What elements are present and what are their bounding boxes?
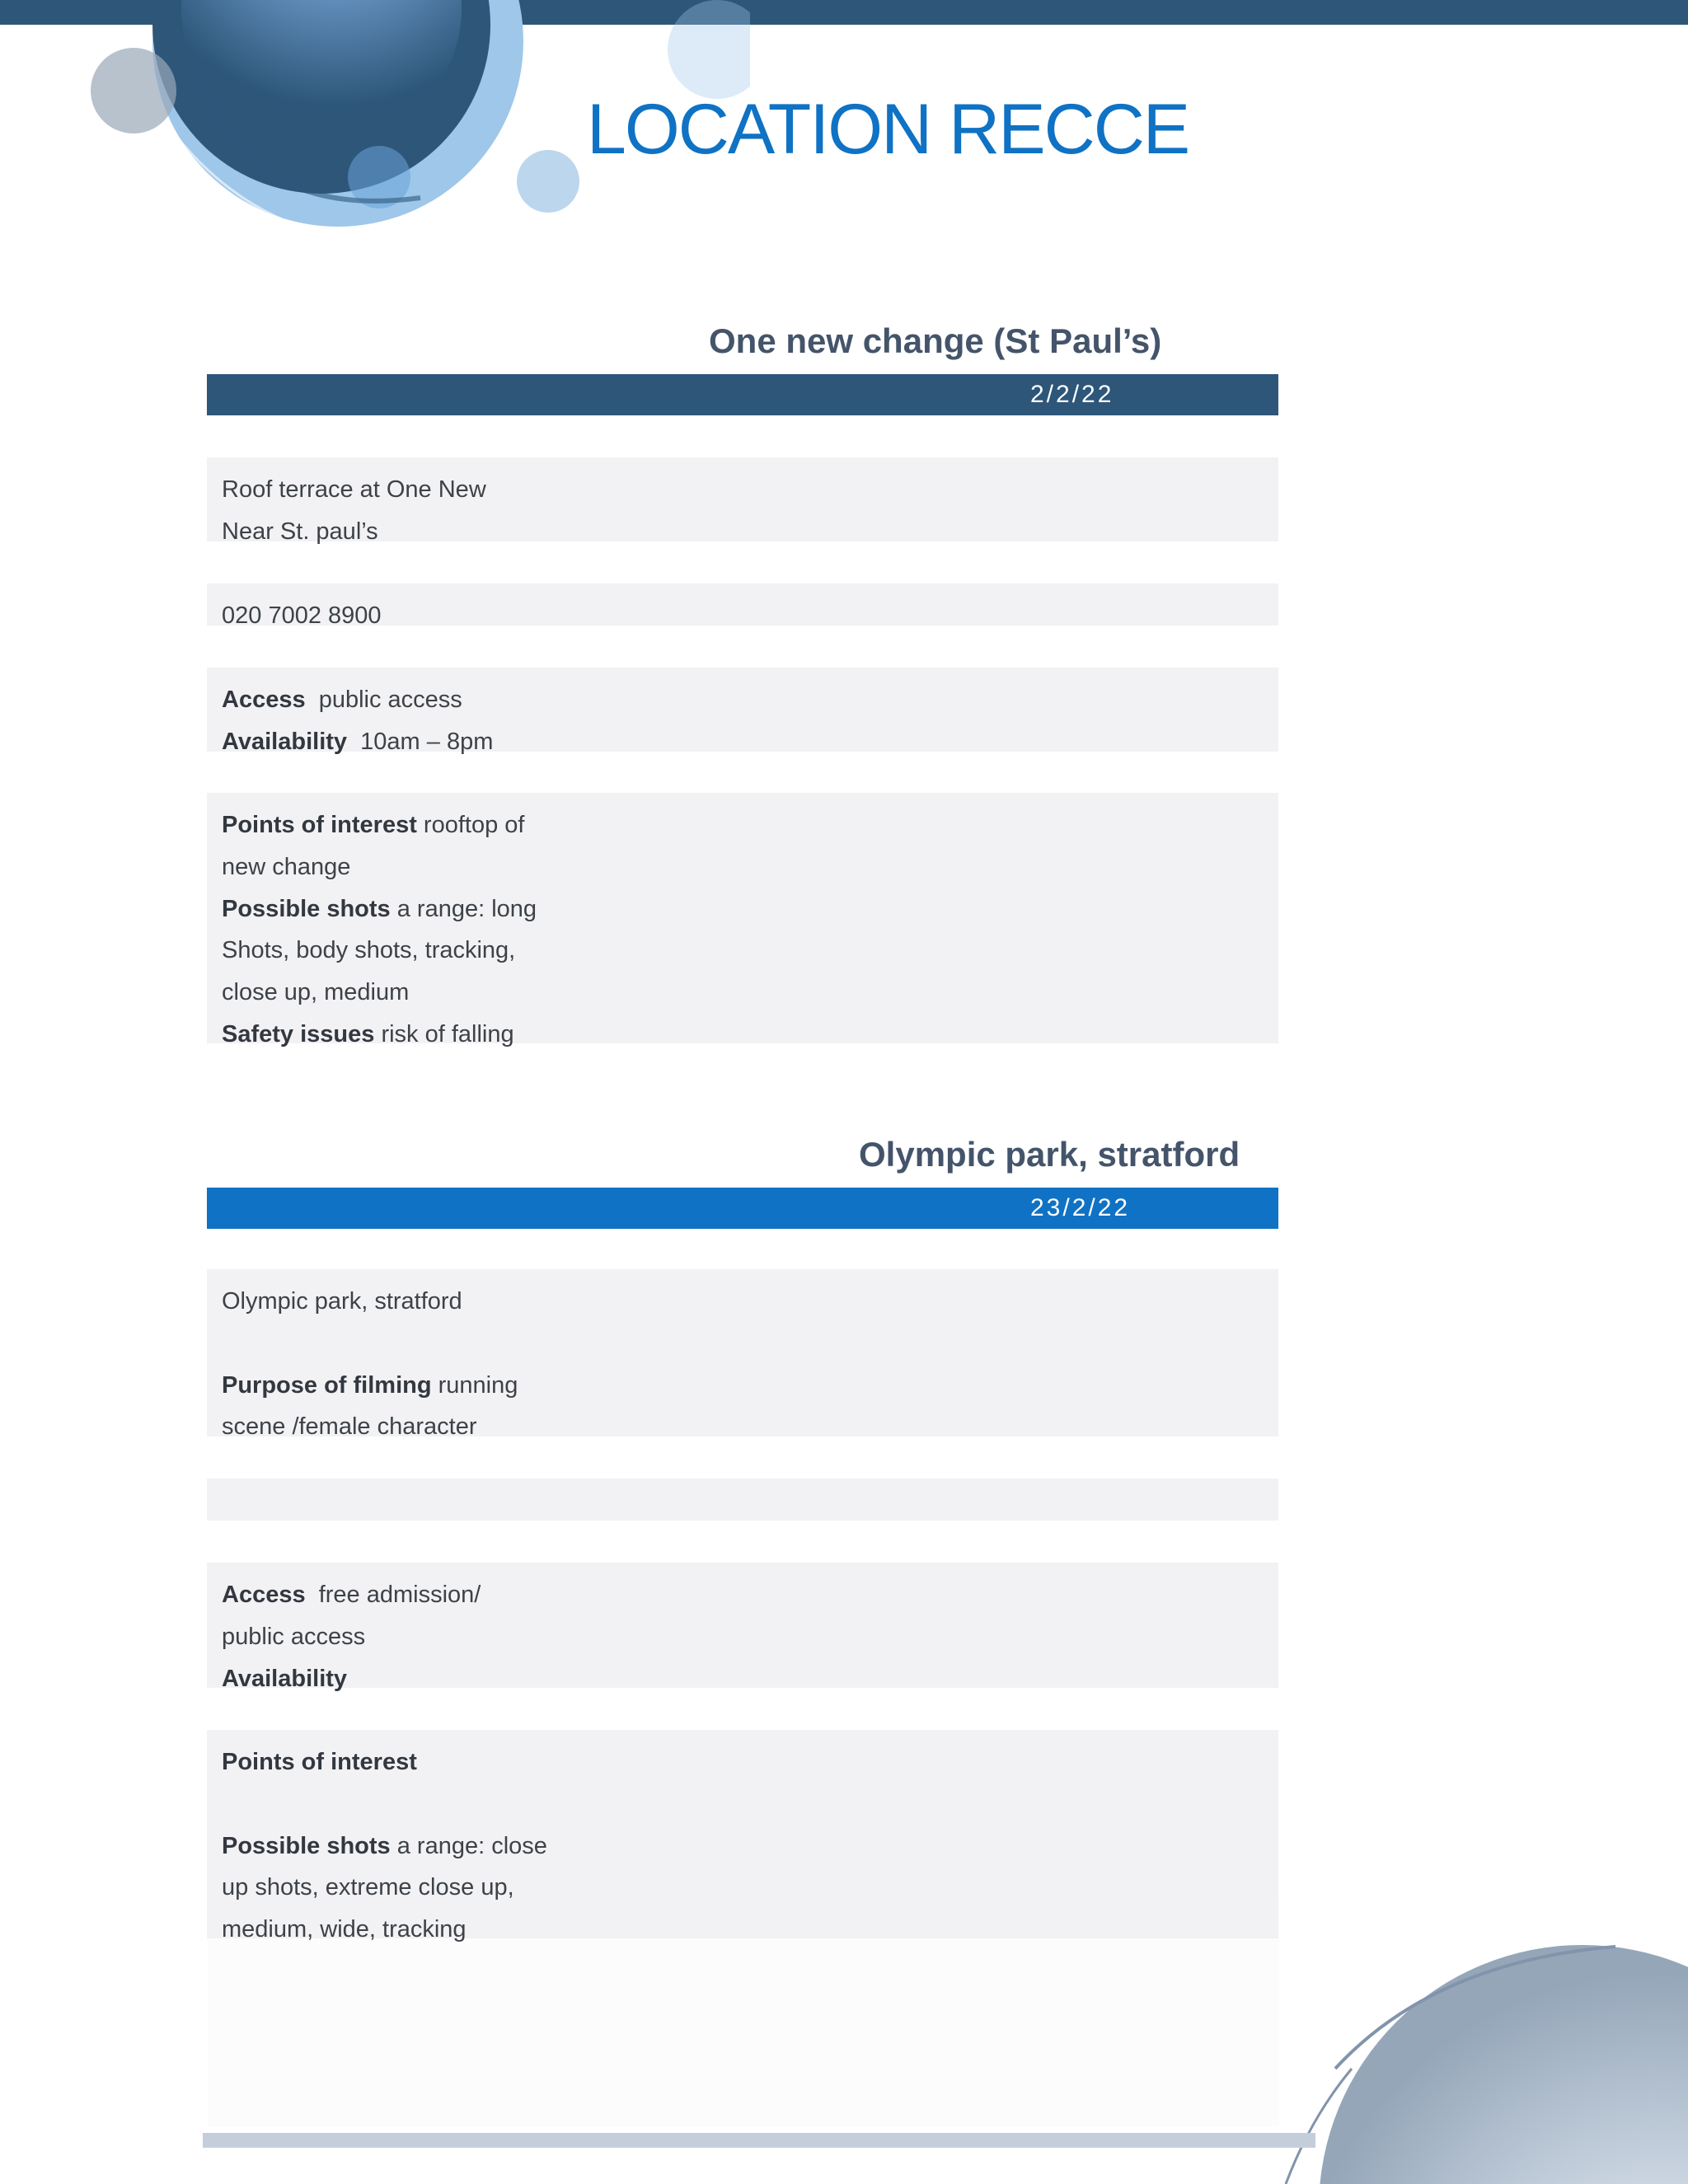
possible-shots-continued: Shots, body shots, tracking, [222, 937, 516, 963]
possible-shots-value: a range: close [396, 1833, 547, 1859]
access-box [207, 668, 1278, 755]
availability-label: Availability [222, 1666, 348, 1692]
purpose-value: running [438, 1372, 518, 1399]
address-line: Roof terrace at One New [222, 476, 486, 503]
location-heading: One new change (St Paul’s) [709, 321, 1162, 360]
phone-number: 020 7002 8900 [222, 602, 382, 629]
possible-shots-label: Possible shots [222, 1833, 391, 1859]
phone-box [207, 583, 1278, 629]
safety-issues-label: Safety issues [222, 1021, 375, 1047]
details-box [207, 1730, 1278, 1943]
details-box [207, 793, 1278, 1047]
availability-label: Availability [222, 729, 348, 755]
possible-shots-continued: medium, wide, tracking [222, 1916, 467, 1943]
possible-shots-continued: close up, medium [222, 979, 410, 1005]
document-title: LOCATION RECCE [587, 90, 1189, 169]
address-line: Near St. paul’s [222, 518, 378, 545]
availability-value: 10am – 8pm [360, 729, 494, 755]
possible-shots-value: a range: long [396, 896, 537, 922]
safety-issues-value: risk of falling [381, 1021, 514, 1047]
footer-line [203, 2133, 1315, 2148]
possible-shots-continued: up shots, extreme close up, [222, 1874, 514, 1900]
points-of-interest-continued: new change [222, 854, 351, 880]
location-date: 2/2/22 [1030, 381, 1114, 408]
address-line: Olympic park, stratford [222, 1288, 462, 1315]
address-box [207, 1269, 1278, 1440]
points-of-interest-value: rooftop of [423, 812, 525, 838]
access-label: Access [222, 687, 306, 713]
points-of-interest-label: Points of interest [222, 1749, 417, 1775]
location-heading: Olympic park, stratford [859, 1135, 1240, 1174]
location-date: 23/2/22 [1030, 1194, 1131, 1221]
address-box [207, 457, 1278, 545]
access-value: free admission/ [318, 1582, 481, 1608]
date-band [207, 374, 1278, 415]
date-band [207, 1188, 1278, 1229]
access-label: Access [222, 1582, 306, 1608]
phone-box [207, 1479, 1278, 1521]
purpose-continued: scene /female character [222, 1413, 477, 1440]
purpose-label: Purpose of filming [222, 1372, 432, 1399]
access-continued: public access [222, 1624, 366, 1650]
access-box [207, 1563, 1278, 1692]
points-of-interest-label: Points of interest [222, 812, 417, 838]
access-value: public access [318, 687, 462, 713]
possible-shots-label: Possible shots [222, 896, 391, 922]
